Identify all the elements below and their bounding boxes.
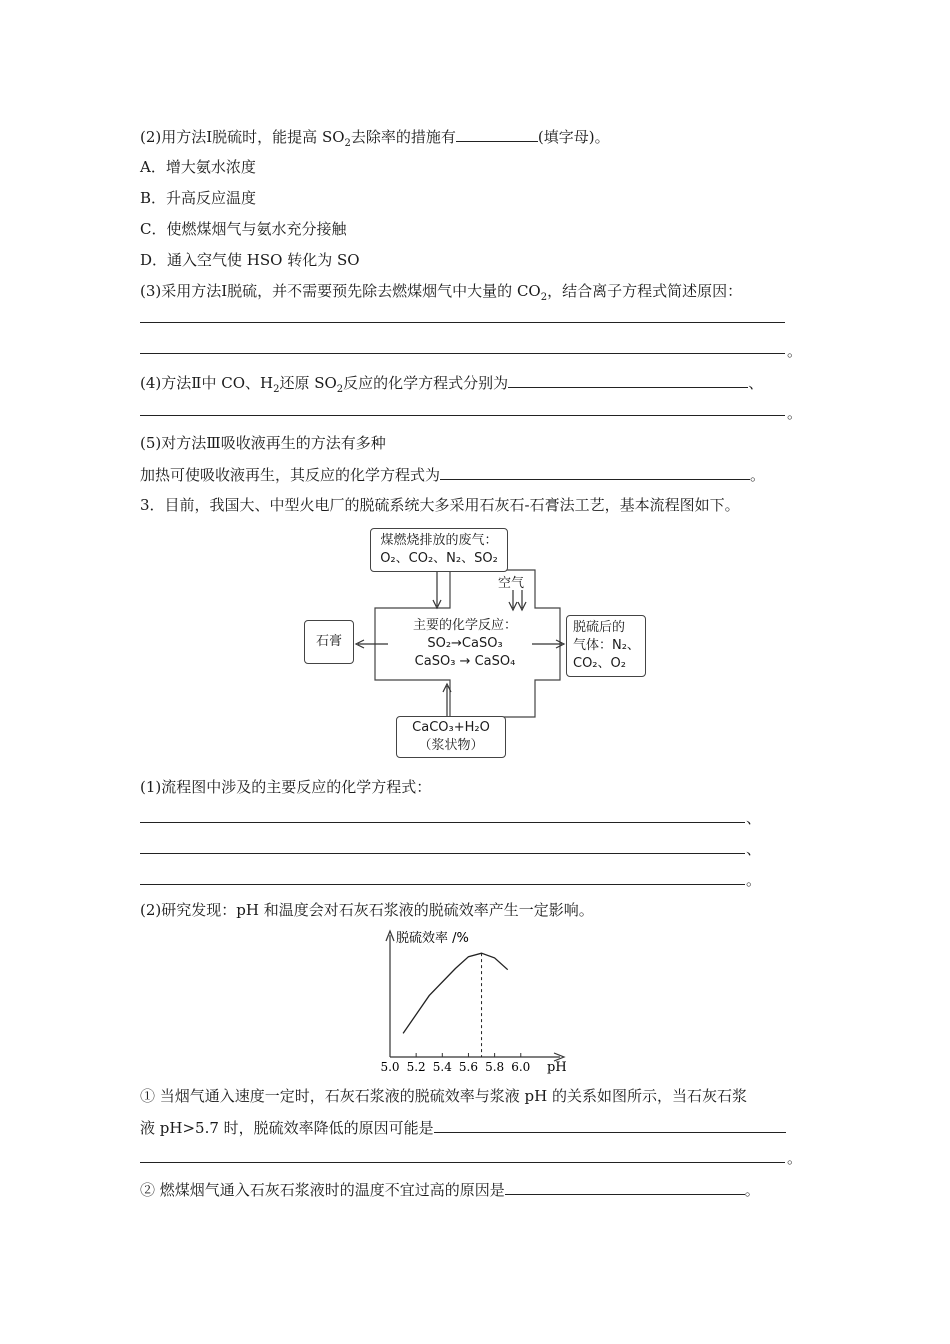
q3-answer-line-2[interactable] — [140, 353, 785, 354]
flow-box-left: 石膏 — [304, 620, 354, 664]
flow-center-rxn-2: CaSO₃ → CaSO₄ — [414, 654, 516, 669]
p3-circle1-line-1: ① 当烟气通入速度一定时，石灰石浆液的脱硫效率与浆液 pH 的关系如图所示，当石灰石浆 — [140, 1087, 747, 1105]
p3-circle2-end: 。 — [744, 1181, 760, 1199]
p3-sub2: (2)研究发现：pH 和温度会对石灰石浆液的脱硫效率产生一定影响。 — [140, 901, 594, 919]
p3-circle2-text: ② 燃煤烟气通入石灰石浆液时的温度不宜过高的原因是 — [140, 1181, 505, 1199]
q2-text-post: 去除率的措施有 — [350, 128, 456, 146]
flow-air-label: 空气 — [498, 576, 525, 591]
efficiency-chart — [370, 925, 580, 1075]
q3-text-pre: (3)采用方法Ⅰ脱硫，并不需要预先除去燃煤烟气中大量的 CO — [140, 282, 541, 300]
q4-sub-a: 2 — [273, 384, 280, 395]
chart-x-tick-label: 5.4 — [432, 1060, 452, 1074]
chart-series-line — [403, 953, 508, 1033]
p3-sub1: (1)流程图中涉及的主要反应的化学方程式： — [140, 778, 432, 796]
q5-answer-blank[interactable] — [440, 464, 750, 480]
flow-bottom-line-1: CaCO₃+H₂O — [412, 720, 490, 735]
p3-circle1-line-2 — [140, 1117, 786, 1138]
flow-right-line-1: 脱硫后的 — [573, 620, 626, 635]
chart-x-tick-label: 5.2 — [406, 1060, 426, 1074]
q5-line-2-text: 加热可使吸收液再生，其反应的化学方程式为 — [140, 466, 441, 484]
flow-center-title: 主要的化学反应： — [412, 618, 517, 633]
p3-circle2-blank[interactable] — [505, 1179, 745, 1195]
flow-right-line-3: CO₂、O₂ — [573, 656, 626, 671]
chart-x-tick-label: 5.8 — [485, 1060, 505, 1074]
q5-line-1: (5)对方法Ⅲ吸收液再生的方法有多种 — [140, 434, 386, 452]
q4-text-a: (4)方法Ⅱ中 CO、H — [140, 374, 274, 392]
q2-option-c: C．使燃煤烟气与氨水充分接触 — [140, 220, 347, 238]
flow-top-line-1: 煤燃烧排放的废气： — [380, 533, 498, 548]
p3-sub1-line-3[interactable] — [140, 884, 745, 885]
q2-sub: 2 — [344, 138, 351, 149]
q3-answer-line-1[interactable] — [140, 322, 785, 323]
chart-x-tick-label: 5.6 — [458, 1060, 479, 1074]
p3-circle1-blank[interactable] — [434, 1117, 786, 1133]
flow-right-line-2: 气体：N₂、 — [573, 638, 640, 653]
chart-x-tick-label: 5.0 — [380, 1060, 400, 1074]
q3-period: 。 — [787, 342, 803, 360]
q4-text-c: 反应的化学方程式分别为 — [343, 374, 509, 392]
q4-answer-blank[interactable] — [508, 372, 748, 388]
chart-x-ticks — [380, 1053, 530, 1074]
q3-text-post: ，结合离子方程式简述原因： — [547, 282, 743, 300]
q2-answer-blank[interactable] — [456, 126, 538, 142]
q4-sub-b: 2 — [336, 384, 344, 395]
q2-option-a: A．增大氨水浓度 — [140, 158, 256, 176]
flow-diagram — [300, 520, 660, 760]
q2-fill-hint: (填字母)。 — [537, 128, 610, 146]
p3-circle1-answer-line[interactable] — [140, 1162, 785, 1163]
p3-sub1-line-2[interactable] — [140, 853, 745, 854]
flow-center-rxn-1: SO₂→CaSO₃ — [427, 636, 503, 651]
q4-text-b: 还原 SO — [279, 374, 337, 392]
q5-period: 。 — [750, 466, 766, 484]
q2-option-b: B．升高反应温度 — [140, 189, 257, 207]
p3-sub1-end: 。 — [746, 871, 762, 889]
problem3-intro: 3．目前，我国大、中型火电厂的脱硫系统大多采用石灰石-石膏法工艺，基本流程图如下。 — [140, 496, 740, 514]
q4-answer-line[interactable] — [140, 415, 785, 416]
flow-box-top — [370, 528, 508, 572]
p3-sub1-sep-2: 、 — [746, 840, 762, 858]
p3-sub1-sep-1: 、 — [746, 809, 762, 827]
q2-option-d: D．通入空气使 HSO 转化为 SO — [140, 251, 360, 269]
flow-center — [390, 617, 540, 671]
q4-sep: 、 — [748, 374, 764, 392]
q2-stem — [140, 126, 610, 147]
chart-ylabel: 脱硫效率 /% — [396, 931, 469, 946]
q4-period: 。 — [787, 404, 803, 422]
q2-text-pre: (2)用方法Ⅰ脱硫时，能提高 SO — [140, 128, 345, 146]
chart-xlabel: pH — [547, 1060, 567, 1075]
flow-box-bottom — [396, 716, 506, 758]
p3-sub1-line-1[interactable] — [140, 822, 745, 823]
chart-x-tick-label: 6.0 — [511, 1060, 531, 1074]
p3-circle1-end: 。 — [787, 1149, 803, 1167]
flow-top-line-2: O₂、CO₂、N₂、SO₂ — [380, 551, 498, 566]
q5-line-2 — [140, 464, 765, 485]
q3-sub: 2 — [540, 292, 548, 303]
p3-circle2 — [140, 1179, 760, 1200]
q3-stem — [140, 281, 742, 301]
q4-stem — [140, 372, 763, 393]
flow-bottom-line-2: （浆状物） — [418, 738, 484, 753]
flow-box-right — [566, 615, 646, 677]
p3-circle1-line-2-text: 液 pH>5.7 时，脱硫效率降低的原因可能是 — [140, 1119, 434, 1137]
